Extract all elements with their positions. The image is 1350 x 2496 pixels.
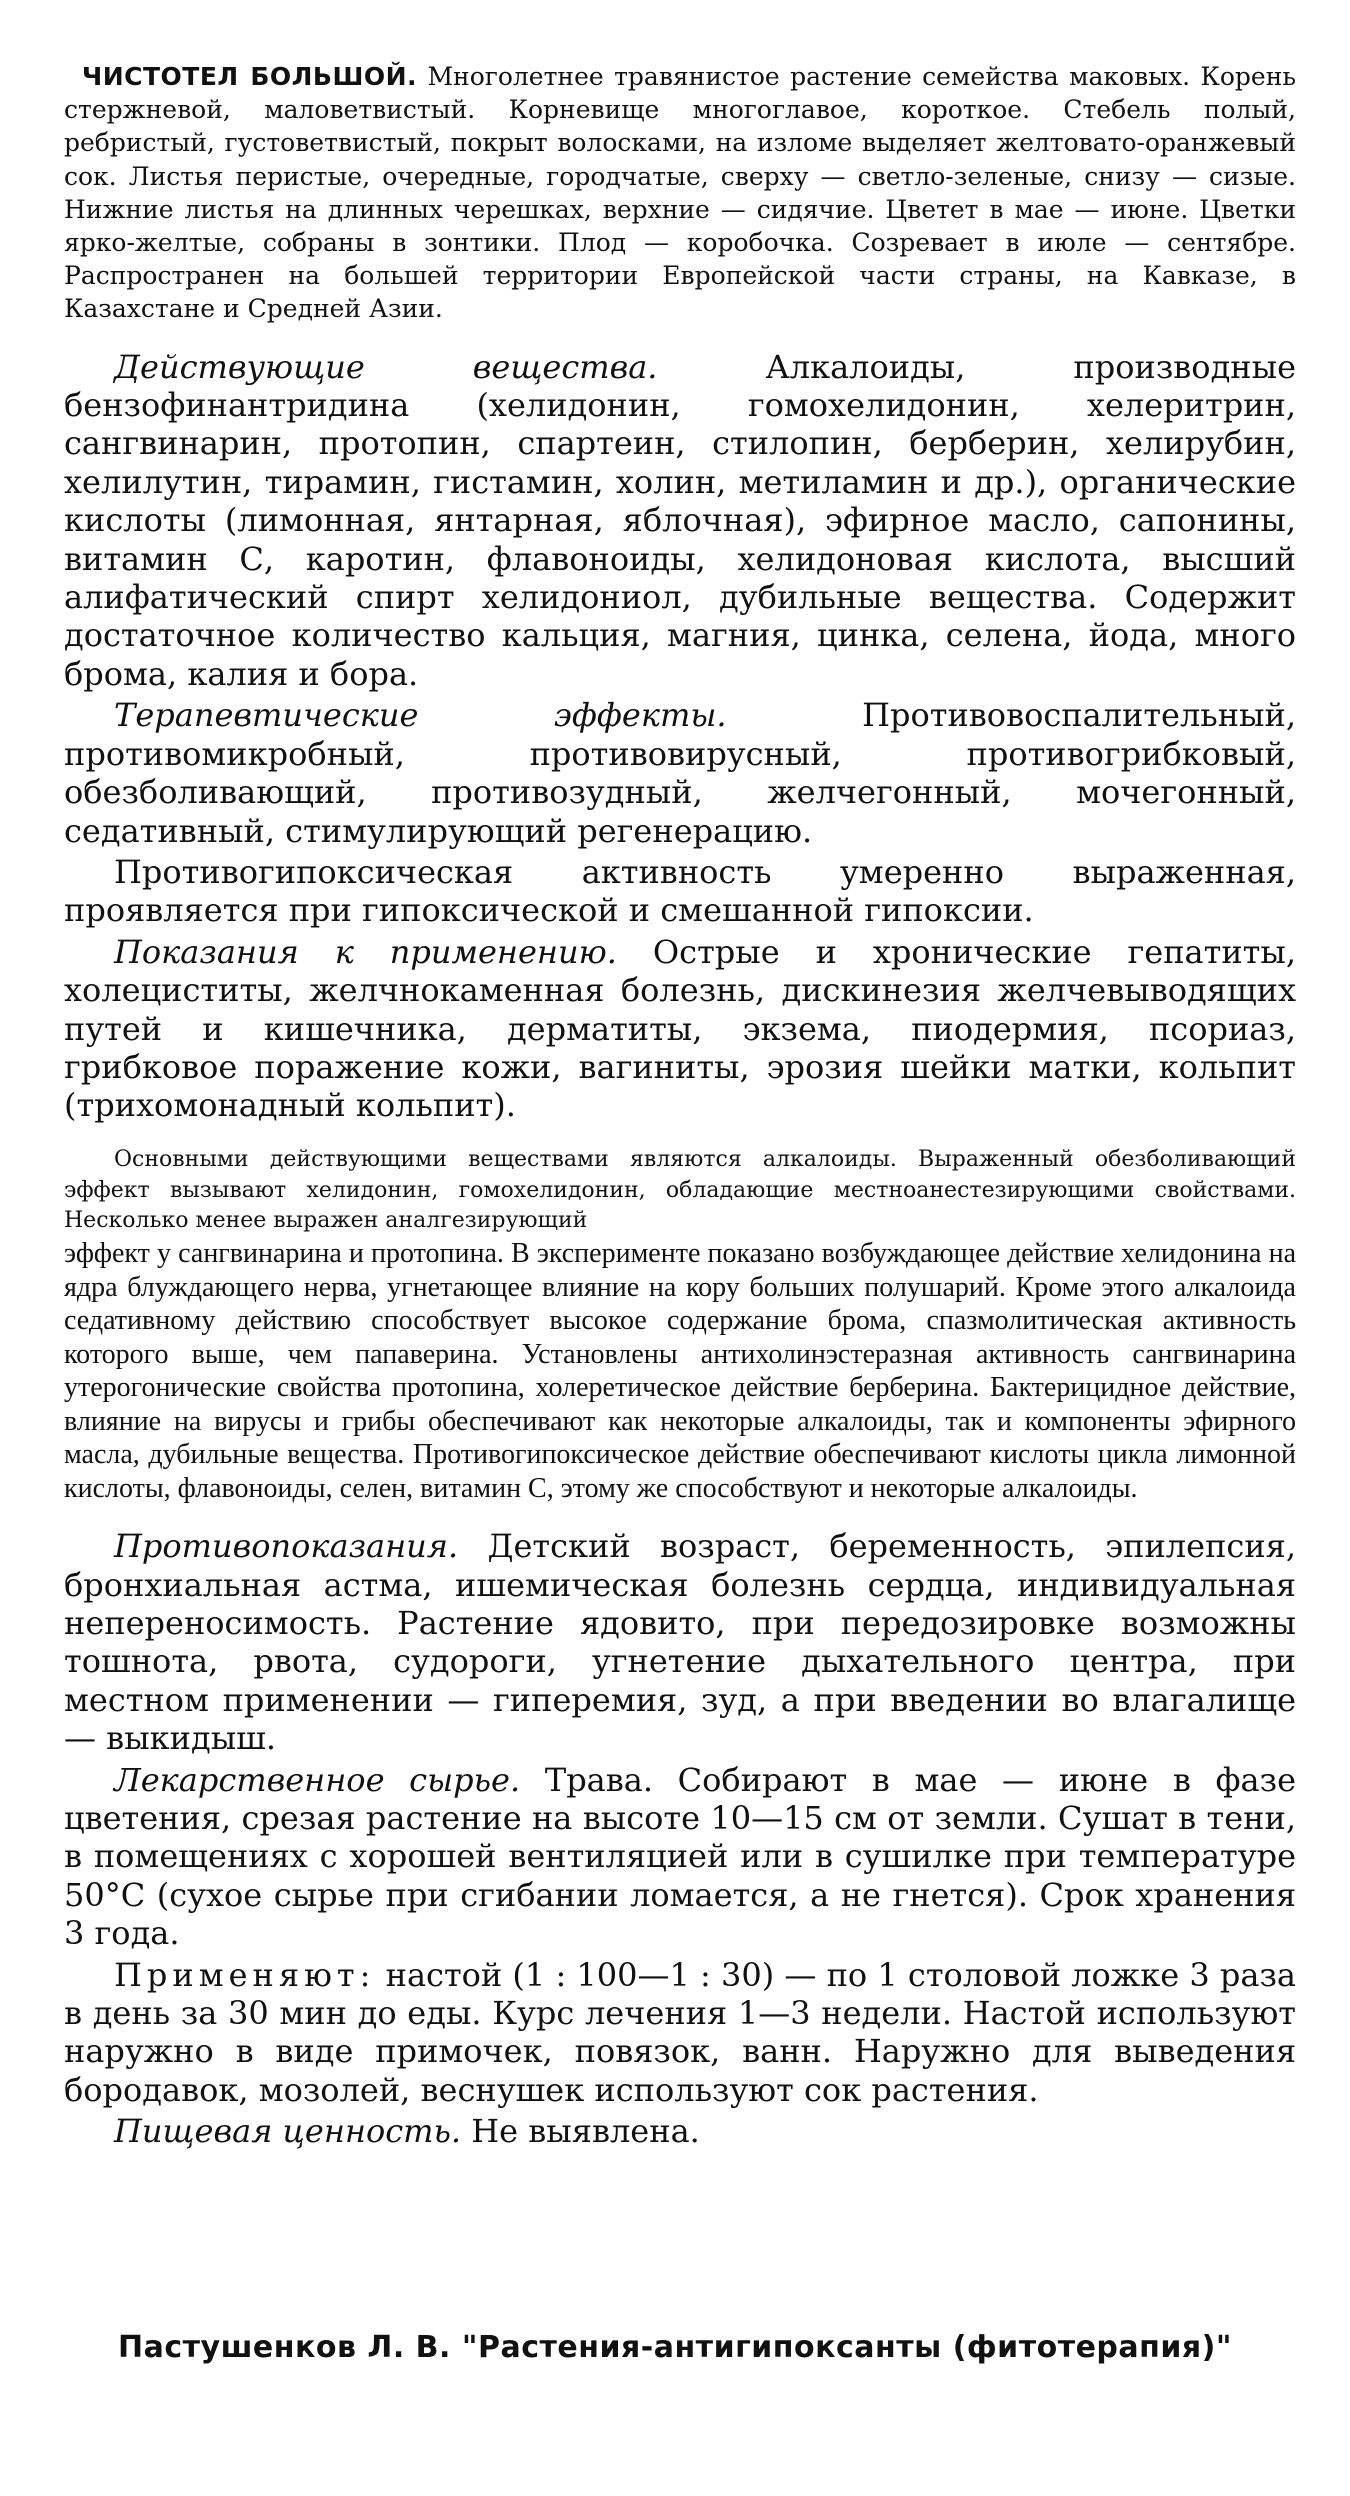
plant-description (64, 60, 1296, 326)
plant-heading: ЧИСТОТЕЛ БОЛЬШОЙ. (82, 62, 418, 91)
active-substances-text: Алкалоиды, производные бензофинантридина (хелидонин, гомохелидонин, хелеритрин, сангвинарин, протопин, спартеин, стилопин, берберин, хелирубин, хелилутин, тирамин, гистамин, холин, метиламин и др.), органические кислоты (лимонная, янтарная, яблочная), эфирное масло, сапонины, витамин С, каротин, флавоноиды, хелидоновая кислота, высший алифатический спирт хелидониол, дубильные вещества. Содержит достаточное количество кальция, магния, цинка, селена, йода, много брома, калия и бора. (64, 347, 1297, 693)
therapeutic-effects (64, 696, 1296, 850)
indications-label: Показания к применению. (114, 932, 617, 971)
active-substances (64, 348, 1296, 694)
active-substances-label: Действующие вещества. (114, 347, 658, 386)
source-citation: Пастушенков Л. В. "Растения-антигипоксанты (фитотерапия)" (117, 2330, 1232, 2365)
plant-description-text: Многолетнее травянистое растение семейства маковых. Корень стержневой, маловетвистый. Корневище многоглавое, короткое. Стебель полый, ребристый, густоветвистый, покрыт волосками, на изломе выделяет желтовато-оранжевый сок. Листья перистые, очередные, городчатые, сверху — светло-зеленые, снизу — сизые. Нижние листья на длинных черешках, верхние — сидячие. Цветет в мае — июне. Цветки ярко-желтые, собраны в зонтики. Плод — коробочка. Созревает в июле — сентябре. Распространен на большей территории Европейской части страны, на Кавказе, в Казахстане и Средней Азии. (64, 62, 1297, 324)
food-value-text: Не выявлена. (471, 2112, 700, 2151)
raw-material (64, 1761, 1296, 1953)
therapeutic-effects-label: Терапевтические эффекты. (114, 696, 727, 735)
usage-label: Применяют: (114, 1955, 376, 1994)
pharmacology-part-2: эффект у сангвинарина и протопина. В эксперименте показано возбуждающее действие хелидонина на ядра блуждающего нерва, угнетающее влияние на кору больших полушарий. Кроме этого алкалоида седативному действию способствует высокое содержание брома, спазмолитическая активность которого выше, чем папаверина. Установлены антихолинэстеразная активность сангвинарина утерогонические свойства протопина, холеретическое действие берберина. Бактерицидное действие, влияние на вирусы и грибы обеспечивают как некоторые алкалоиды, так и компоненты эфирного масла, дубильные вещества. Противогипоксическое действие обеспечивают кислоты цикла лимонной кислоты, флавоноиды, селен, витамин С, этому же способствуют и некоторые алкалоиды. (64, 1238, 1296, 1504)
antihypoxic-activity: Противогипоксическая активность умеренно выраженная, проявляется при гипоксической и смешанной гипоксии. (64, 852, 1296, 930)
indications (64, 933, 1296, 1125)
food-value (64, 2112, 1296, 2150)
contraindications-label: Противопоказания. (114, 1527, 459, 1566)
raw-material-text: Трава. Собирают в мае — июне в фазе цветения, срезая растение на высоте 10—15 см от земли. Сушат в тени, в помещениях с хорошей вентиляцией или в сушилке при температуре 50°С (сухое сырье при сгибании ломается, а не гнется). Срок хранения 3 года. (64, 1760, 1297, 1953)
pharmacology-part-1: Основными действующими веществами являются алкалоиды. Выраженный обезболивающий эффект вызывают хелидонин, гомохелидонин, обладающие местноанестезирующими свойствами. Несколько менее выражен аналгезирующий (64, 1146, 1296, 1234)
usage-text: настой (1 : 100—1 : 30) — по 1 столовой ложке 3 раза в день за 30 мин до еды. Курс лечения 1—3 недели. Настой используют наружно в виде примочек, повязок, ванн. Наружно для выведения бородавок, мозолей, веснушек используют сок растения. (64, 1955, 1297, 2109)
usage (64, 1956, 1296, 2110)
document-page (64, 60, 1296, 2151)
food-value-label: Пищевая ценность. (114, 2112, 462, 2151)
indications-text: Острые и хронические гепатиты, холециститы, желчнокаменная болезнь, дискинезия желчевыводящих путей и кишечника, дерматиты, экзема, пиодермия, псориаз, грибковое поражение кожи, вагиниты, эрозия шейки матки, кольпит (трихомонадный кольпит). (64, 932, 1297, 1125)
contraindications (64, 1527, 1296, 1757)
raw-material-label: Лекарственное сырье. (114, 1760, 521, 1799)
contraindications-text: Детский возраст, беременность, эпилепсия, бронхиальная астма, ишемическая болезнь сердца, индивидуальная непереносимость. Растение ядовито, при передозировке возможны тошнота, рвота, судороги, угнетение дыхательного центра, при местном применении — гиперемия, зуд, а при введении во влагалище — выкидыш. (64, 1527, 1297, 1758)
therapeutic-effects-text: Противовоспалительный, противомикробный, противовирусный, противогрибковый, обезболивающий, противозудный, желчегонный, мочегонный, седативный, стимулирующий регенерацию. (64, 696, 1297, 850)
